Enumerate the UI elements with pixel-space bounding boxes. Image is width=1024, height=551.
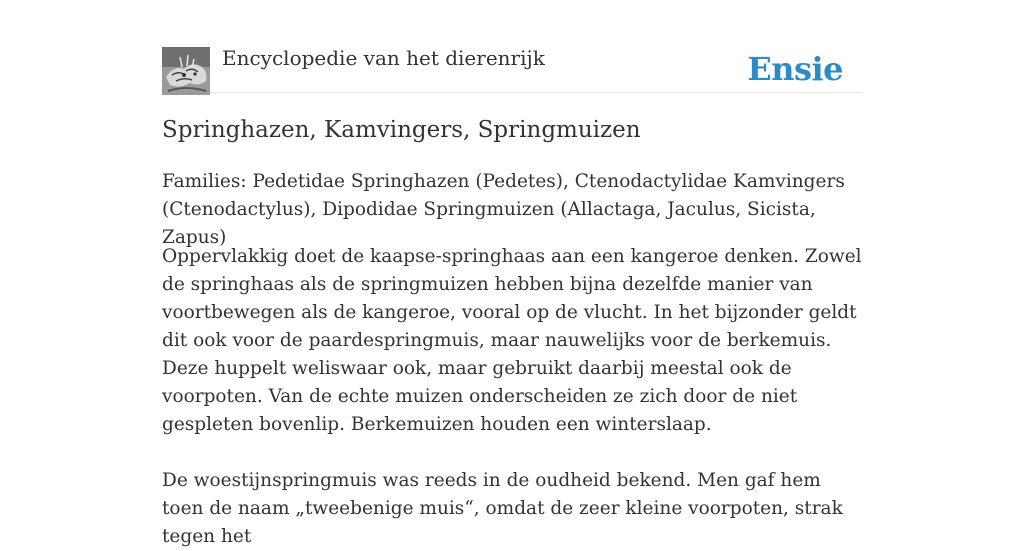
body-paragraph-1: Oppervlakkig doet de kaapse-springhaas aan een kangeroe denken. Zowel de springhaas als de springmuizen hebben bijna dezelfde manier van voortbewegen als de kangeroe, vooral op de vlucht. In het bijzonder geldt dit ook voor de paardespringmuis, maar nauwelijks voor de berkemuis. Deze huppelt weliswaar ook, maar gebruikt daarbij meestal ook de voorpoten. Van de echte muizen onderscheiden ze zich door de niet gespleten bovenlip. Berkemuizen houden een winterslaap. <box>162 246 862 435</box>
animal-engraving-icon <box>162 47 210 95</box>
site-header <box>162 46 862 93</box>
body-paragraph-2: De woestijnspringmuis was reeds in de oudheid bekend. Men gaf hem toen de naam „tweebenige muis“, omdat de zeer kleine voorpoten, strak tegen het <box>162 470 843 547</box>
site-name[interactable]: Encyclopedie van het dierenrijk <box>222 46 545 70</box>
page-title: Springhazen, Kamvingers, Springmuizen <box>162 117 641 143</box>
avatar[interactable] <box>162 47 210 95</box>
brand-logo[interactable]: Ensie <box>747 50 843 88</box>
families-paragraph: Families: Pedetidae Springhazen (Pedetes), Ctenodactylidae Kamvingers (Ctenodactylus), Dipodidae Springmuizen (Allactaga, Jaculus, Sicista, Zapus) <box>162 171 845 248</box>
